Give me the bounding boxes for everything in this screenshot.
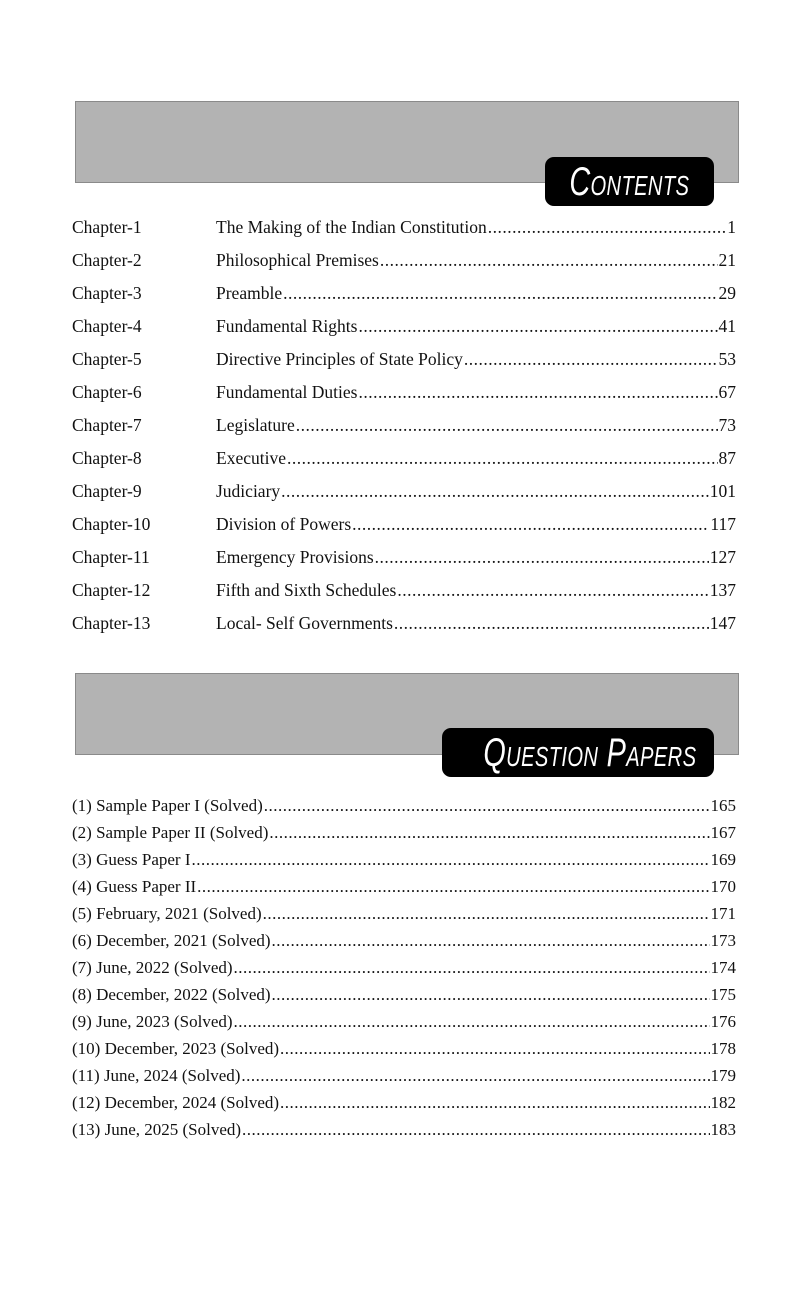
paper-label: (11) June, 2024 (Solved) bbox=[72, 1065, 241, 1085]
paper-entry[interactable] bbox=[72, 873, 736, 900]
page-number: 101 bbox=[709, 481, 736, 501]
page-number: 1 bbox=[727, 217, 736, 237]
page-number: 87 bbox=[718, 448, 736, 468]
dot-leader bbox=[352, 514, 709, 535]
chapter-number: Chapter-6 bbox=[72, 382, 142, 402]
chapter-title: Philosophical Premises bbox=[216, 250, 379, 270]
dot-leader bbox=[280, 1039, 709, 1059]
chapter-number: Chapter-9 bbox=[72, 481, 142, 501]
toc-entry[interactable] bbox=[72, 607, 736, 640]
page-number: 183 bbox=[710, 1119, 736, 1139]
chapter-title: Division of Powers bbox=[216, 514, 352, 534]
chapter-number: Chapter-11 bbox=[72, 547, 150, 567]
chapter-number: Chapter-3 bbox=[72, 283, 142, 303]
toc-entry[interactable] bbox=[72, 442, 736, 475]
toc-entry[interactable] bbox=[72, 376, 736, 409]
chapter-title: Executive bbox=[216, 448, 286, 468]
contents-heading-text: Contents bbox=[569, 160, 690, 204]
paper-label: (7) June, 2022 (Solved) bbox=[72, 957, 233, 977]
chapter-title: Judiciary bbox=[216, 481, 281, 501]
toc-entry[interactable] bbox=[72, 541, 736, 574]
toc-entry[interactable] bbox=[72, 343, 736, 376]
toc-entry[interactable] bbox=[72, 211, 736, 244]
page-number: 174 bbox=[710, 957, 736, 977]
page-number: 170 bbox=[710, 876, 736, 896]
chapter-title: Fifth and Sixth Schedules bbox=[216, 580, 397, 600]
toc-entry[interactable] bbox=[72, 310, 736, 343]
paper-entry[interactable] bbox=[72, 927, 736, 954]
dot-leader bbox=[394, 613, 709, 634]
page-number: 169 bbox=[710, 849, 736, 869]
chapter-number: Chapter-12 bbox=[72, 580, 151, 600]
page-number: 147 bbox=[709, 613, 736, 633]
dot-leader bbox=[242, 1120, 709, 1140]
dot-leader bbox=[397, 580, 708, 601]
paper-entry[interactable] bbox=[72, 792, 736, 819]
page-number: 117 bbox=[710, 514, 736, 534]
page-number: 21 bbox=[718, 250, 736, 270]
chapter-title: Preamble bbox=[216, 283, 283, 303]
paper-label: (1) Sample Paper I (Solved) bbox=[72, 795, 263, 815]
chapter-number: Chapter-2 bbox=[72, 250, 142, 270]
dot-leader bbox=[464, 349, 718, 370]
page-number: 127 bbox=[709, 547, 736, 567]
paper-label: (8) December, 2022 (Solved) bbox=[72, 984, 271, 1004]
paper-entry[interactable] bbox=[72, 1062, 736, 1089]
toc-entry[interactable] bbox=[72, 574, 736, 607]
chapter-title: The Making of the Indian Constitution bbox=[216, 217, 487, 237]
page-number: 67 bbox=[718, 382, 736, 402]
paper-entry[interactable] bbox=[72, 1035, 736, 1062]
page-number: 176 bbox=[710, 1011, 736, 1031]
page-number: 179 bbox=[710, 1065, 736, 1085]
dot-leader bbox=[241, 1066, 709, 1086]
chapter-number: Chapter-7 bbox=[72, 415, 142, 435]
page-number: 167 bbox=[710, 822, 736, 842]
paper-entry[interactable] bbox=[72, 900, 736, 927]
dot-leader bbox=[358, 316, 717, 337]
chapter-title: Local- Self Governments bbox=[216, 613, 393, 633]
toc-entry[interactable] bbox=[72, 277, 736, 310]
dot-leader bbox=[272, 985, 710, 1005]
page-number: 165 bbox=[710, 795, 736, 815]
paper-label: (2) Sample Paper II (Solved) bbox=[72, 822, 269, 842]
page-number: 137 bbox=[709, 580, 736, 600]
contents-heading bbox=[545, 157, 714, 206]
page-number: 182 bbox=[710, 1092, 736, 1112]
chapter-title: Fundamental Rights bbox=[216, 316, 358, 336]
chapter-number: Chapter-8 bbox=[72, 448, 142, 468]
chapter-title: Legislature bbox=[216, 415, 295, 435]
page-number: 41 bbox=[718, 316, 736, 336]
chapter-number: Chapter-5 bbox=[72, 349, 142, 369]
paper-entry[interactable] bbox=[72, 1008, 736, 1035]
paper-label: (3) Guess Paper I bbox=[72, 849, 191, 869]
paper-entry[interactable] bbox=[72, 981, 736, 1008]
dot-leader bbox=[197, 877, 709, 897]
contents-list bbox=[72, 211, 736, 640]
page-number: 29 bbox=[718, 283, 736, 303]
dot-leader bbox=[380, 250, 718, 271]
dot-leader bbox=[272, 931, 710, 951]
dot-leader bbox=[287, 448, 718, 469]
chapter-title: Directive Principles of State Policy bbox=[216, 349, 463, 369]
chapter-number: Chapter-1 bbox=[72, 217, 142, 237]
toc-entry[interactable] bbox=[72, 409, 736, 442]
question-papers-heading-text: Question Papers bbox=[483, 731, 697, 775]
paper-entry[interactable] bbox=[72, 819, 736, 846]
dot-leader bbox=[269, 823, 709, 843]
dot-leader bbox=[296, 415, 718, 436]
chapter-number: Chapter-10 bbox=[72, 514, 151, 534]
dot-leader bbox=[375, 547, 709, 568]
dot-leader bbox=[234, 958, 710, 978]
page-number: 173 bbox=[710, 930, 736, 950]
paper-label: (4) Guess Paper II bbox=[72, 876, 197, 896]
page-number: 178 bbox=[710, 1038, 736, 1058]
page-number: 175 bbox=[710, 984, 736, 1004]
dot-leader bbox=[281, 481, 709, 502]
dot-leader bbox=[283, 283, 717, 304]
question-papers-heading bbox=[442, 728, 714, 777]
toc-entry[interactable] bbox=[72, 475, 736, 508]
dot-leader bbox=[358, 382, 717, 403]
page-number: 73 bbox=[718, 415, 736, 435]
paper-label: (12) December, 2024 (Solved) bbox=[72, 1092, 280, 1112]
dot-leader bbox=[280, 1093, 709, 1113]
dot-leader bbox=[234, 1012, 710, 1032]
dot-leader bbox=[263, 904, 710, 924]
paper-entry[interactable] bbox=[72, 1116, 736, 1143]
paper-entry[interactable] bbox=[72, 954, 736, 981]
paper-label: (5) February, 2021 (Solved) bbox=[72, 903, 262, 923]
paper-entry[interactable] bbox=[72, 1089, 736, 1116]
paper-label: (9) June, 2023 (Solved) bbox=[72, 1011, 233, 1031]
question-papers-list bbox=[72, 792, 736, 1143]
chapter-number: Chapter-13 bbox=[72, 613, 151, 633]
chapter-title: Fundamental Duties bbox=[216, 382, 358, 402]
paper-entry[interactable] bbox=[72, 846, 736, 873]
chapter-title: Emergency Provisions bbox=[216, 547, 374, 567]
page-number: 53 bbox=[718, 349, 736, 369]
dot-leader bbox=[488, 217, 727, 238]
paper-label: (6) December, 2021 (Solved) bbox=[72, 930, 271, 950]
toc-entry[interactable] bbox=[72, 508, 736, 541]
toc-entry[interactable] bbox=[72, 244, 736, 277]
paper-label: (13) June, 2025 (Solved) bbox=[72, 1119, 242, 1139]
dot-leader bbox=[192, 850, 710, 870]
dot-leader bbox=[264, 796, 710, 816]
paper-label: (10) December, 2023 (Solved) bbox=[72, 1038, 280, 1058]
chapter-number: Chapter-4 bbox=[72, 316, 142, 336]
page-number: 171 bbox=[710, 903, 736, 923]
